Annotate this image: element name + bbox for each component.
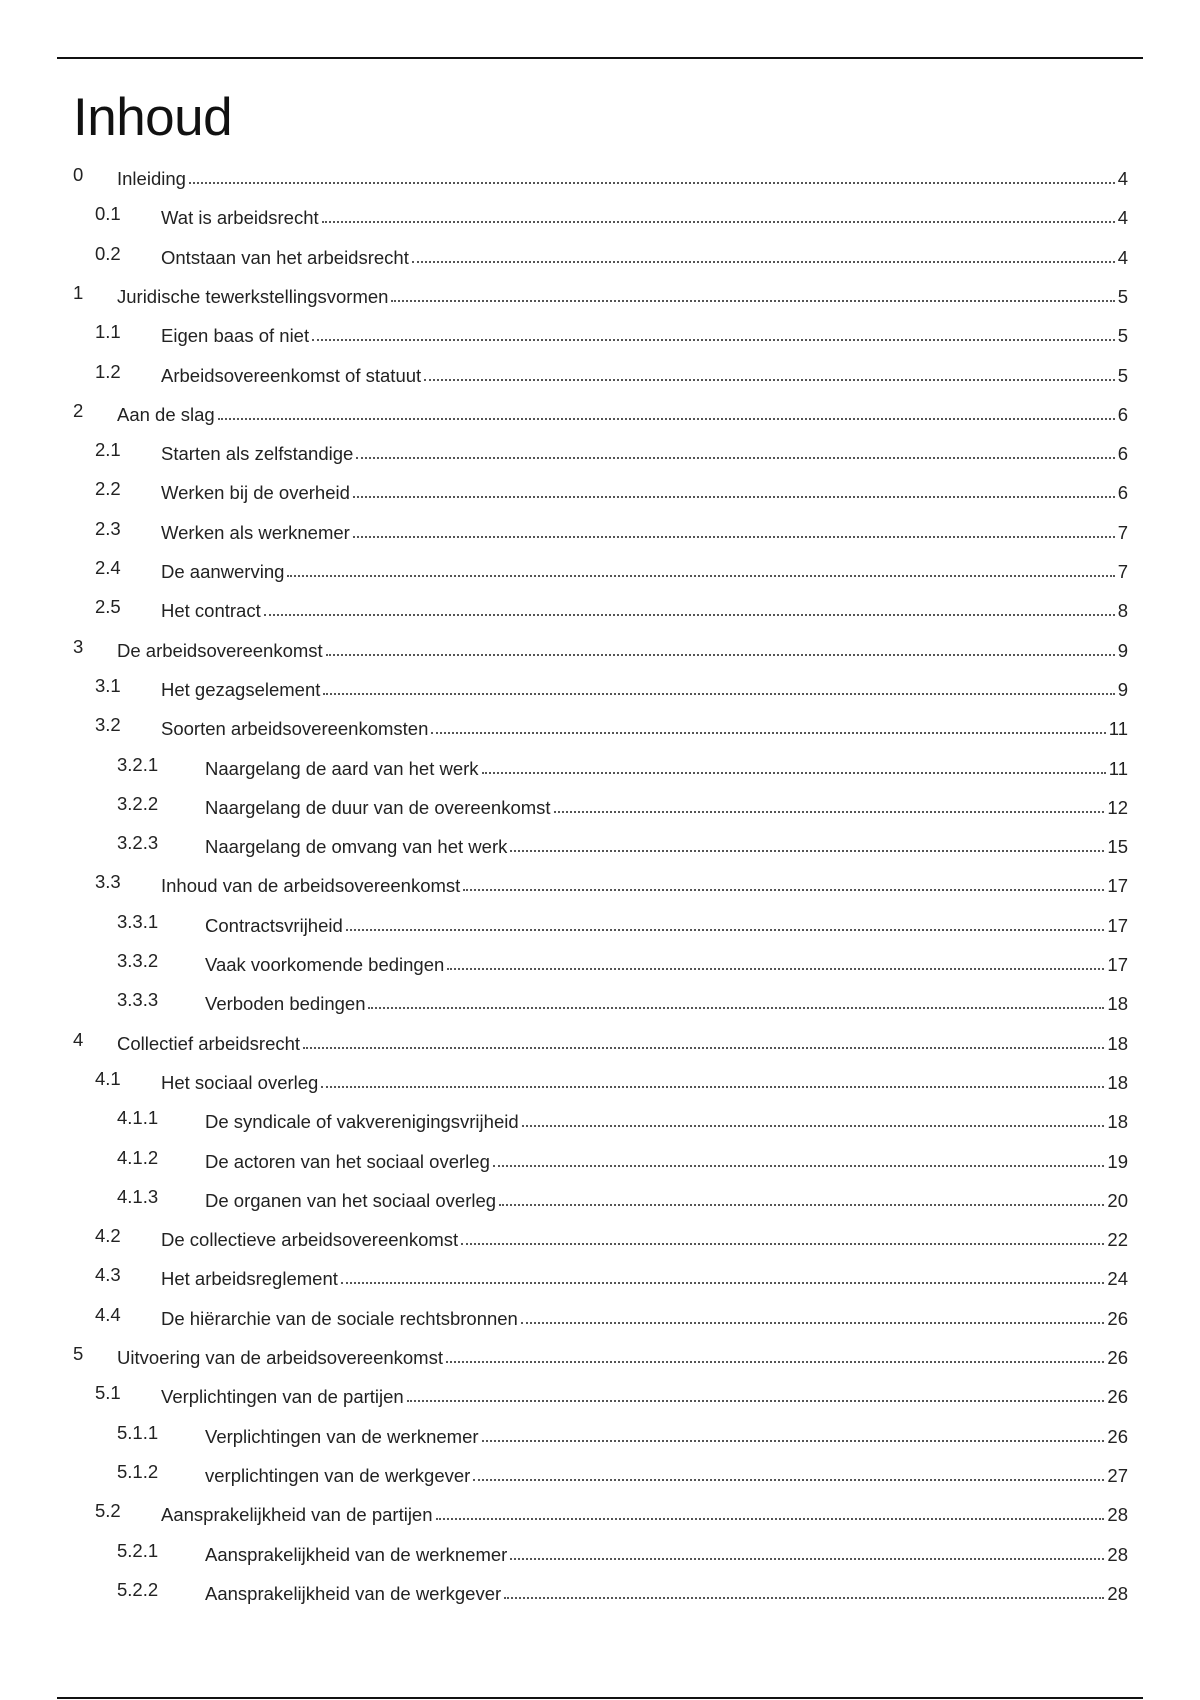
toc-entry-page-number[interactable]: 17 — [1107, 954, 1128, 975]
toc-entry-label[interactable]: Werken als werknemer — [161, 521, 350, 543]
toc-dot-leader — [463, 889, 1104, 891]
toc-entry-number: 3.2.2 — [117, 792, 159, 814]
toc-entry-label[interactable]: Vaak voorkomende bedingen — [205, 954, 445, 975]
toc-entry-number: 2.5 — [95, 596, 121, 618]
toc-dot-leader — [482, 1440, 1105, 1442]
toc-entry-label[interactable]: Eigen baas of niet — [161, 325, 310, 347]
toc-entry-page-number[interactable]: 6 — [1117, 482, 1128, 504]
toc-entry[interactable] — [0, 317, 1128, 349]
toc-entry-page-number[interactable]: 11 — [1108, 718, 1128, 740]
toc-entry-page-number[interactable]: 4 — [1117, 168, 1128, 189]
toc-entry-label[interactable]: De aanwerving — [161, 561, 285, 582]
toc-entry-page-number[interactable]: 28 — [1107, 1543, 1128, 1565]
toc-entry-number: 3.3.2 — [117, 950, 159, 971]
toc-entry[interactable] — [0, 828, 1128, 860]
toc-entry-number: 1.2 — [95, 360, 121, 382]
toc-entry-label[interactable]: Verplichtingen van de werknemer — [205, 1425, 479, 1447]
toc-entry-page-number[interactable]: 26 — [1107, 1307, 1128, 1329]
toc-entry-number: 2.3 — [95, 517, 121, 539]
toc-entry-page-number[interactable]: 15 — [1107, 836, 1128, 858]
toc-dot-leader — [346, 929, 1105, 931]
toc-dot-leader — [312, 339, 1115, 341]
toc-entry-label[interactable]: Contractsvrijheid — [205, 914, 343, 936]
toc-entry-page-number[interactable]: 7 — [1117, 561, 1128, 582]
toc-entry-number: 5.1 — [95, 1382, 121, 1404]
toc-entry-page-number[interactable]: 6 — [1117, 403, 1128, 425]
toc-entry[interactable] — [0, 867, 1128, 899]
toc-dot-leader — [353, 536, 1115, 538]
toc-entry-page-number[interactable]: 26 — [1107, 1347, 1128, 1368]
toc-entry-label[interactable]: Soorten arbeidsovereenkomsten — [161, 718, 429, 740]
toc-entry[interactable] — [0, 1103, 1128, 1135]
toc-entry-page-number[interactable]: 27 — [1107, 1464, 1128, 1486]
toc-entry-page-number[interactable]: 9 — [1117, 678, 1128, 700]
toc-dot-leader — [510, 1558, 1104, 1560]
toc-entry-number: 1.1 — [95, 321, 121, 343]
toc-entry-number: 4 — [73, 1028, 84, 1050]
toc-entry-page-number[interactable]: 18 — [1107, 1032, 1128, 1054]
toc-entry-number: 5.2 — [95, 1500, 121, 1522]
toc-entry-label[interactable]: Het gezagselement — [161, 678, 321, 700]
toc-entry-number: 5 — [73, 1343, 84, 1364]
toc-entry-page-number[interactable]: 26 — [1107, 1386, 1128, 1408]
toc-entry[interactable] — [0, 1339, 1128, 1371]
toc-entry-label[interactable]: Uitvoering van de arbeidsovereenkomst — [117, 1347, 443, 1368]
toc-entry-label[interactable]: De actoren van het sociaal overleg — [205, 1150, 490, 1172]
toc-entry-page-number[interactable]: 18 — [1107, 1071, 1128, 1093]
toc-entry-page-number[interactable]: 5 — [1117, 325, 1128, 347]
toc-entry-number: 5.1.2 — [117, 1460, 159, 1482]
toc-entry[interactable] — [0, 1064, 1128, 1096]
toc-entry-page-number[interactable]: 26 — [1107, 1425, 1128, 1447]
toc-entry-number: 4.4 — [95, 1303, 121, 1325]
toc-entry-number: 3.3.1 — [117, 910, 159, 932]
toc-dot-leader — [499, 1204, 1104, 1206]
toc-entry-page-number[interactable]: 28 — [1107, 1504, 1128, 1526]
toc-entry-page-number[interactable]: 17 — [1107, 875, 1128, 897]
toc-entry[interactable] — [0, 160, 1128, 192]
toc-entry[interactable] — [0, 1457, 1128, 1489]
toc-dot-leader — [356, 457, 1114, 459]
toc-entry-label[interactable]: Wat is arbeidsrecht — [161, 207, 319, 229]
toc-entry-page-number[interactable]: 8 — [1117, 600, 1128, 622]
toc-dot-leader — [473, 1479, 1104, 1481]
toc-entry-page-number[interactable]: 12 — [1107, 796, 1128, 818]
toc-entry-number: 4.3 — [95, 1264, 121, 1286]
toc-dot-leader — [447, 968, 1104, 970]
toc-entry-number: 3.2.1 — [117, 753, 159, 775]
toc-dot-leader — [326, 654, 1115, 656]
bottom-rule — [57, 1697, 1143, 1699]
toc-entry[interactable] — [0, 278, 1128, 310]
toc-entry-page-number[interactable]: 18 — [1107, 1111, 1128, 1133]
toc-entry-number: 3 — [73, 635, 84, 657]
toc-dot-leader — [482, 772, 1106, 774]
toc-entry-page-number[interactable]: 5 — [1117, 285, 1128, 307]
toc-entry-number: 2.2 — [95, 478, 121, 500]
toc-dot-leader — [407, 1400, 1105, 1402]
toc-entry-page-number[interactable]: 28 — [1107, 1582, 1128, 1604]
toc-entry[interactable] — [0, 592, 1128, 624]
toc-dot-leader — [493, 1165, 1105, 1167]
toc-entry-label[interactable]: Aan de slag — [117, 403, 215, 425]
toc-entry-label[interactable]: Juridische tewerkstellingsvormen — [117, 285, 389, 307]
toc-dot-leader — [368, 1007, 1104, 1009]
toc-dot-leader — [189, 182, 1115, 184]
toc-entry-label[interactable]: Inleiding — [117, 168, 186, 189]
toc-entry-number: 3.3 — [95, 871, 121, 893]
toc-entry-number: 4.1.2 — [117, 1146, 159, 1168]
toc-entry[interactable] — [0, 1025, 1128, 1057]
toc-entry-label[interactable]: Naargelang de duur van de overeenkomst — [205, 796, 551, 818]
toc-entry-label[interactable]: Inhoud van de arbeidsovereenkomst — [161, 875, 461, 897]
toc-dot-leader — [436, 1518, 1105, 1520]
toc-entry[interactable] — [0, 1575, 1128, 1607]
toc-entry-number: 3.2.3 — [117, 832, 159, 854]
toc-entry[interactable] — [0, 357, 1128, 389]
toc-entry-label[interactable]: Ontstaan van het arbeidsrecht — [161, 246, 409, 268]
toc-entry-label[interactable]: De organen van het sociaal overleg — [205, 1189, 497, 1211]
toc-entry-number: 2.4 — [95, 557, 121, 578]
toc-entry[interactable] — [0, 396, 1128, 428]
top-rule — [57, 57, 1143, 59]
toc-entry-label[interactable]: De collectieve arbeidsovereenkomst — [161, 1229, 459, 1251]
toc-dot-leader — [321, 1086, 1104, 1088]
toc-entry-number: 3.3.3 — [117, 989, 159, 1011]
toc-dot-leader — [341, 1282, 1105, 1284]
toc-entry-number: 4.1.3 — [117, 1185, 159, 1207]
toc-entry[interactable] — [0, 750, 1128, 782]
toc-entry[interactable] — [0, 1221, 1128, 1253]
toc-dot-leader — [504, 1597, 1104, 1599]
toc-entry-number: 2.1 — [95, 439, 121, 461]
toc-entry[interactable] — [0, 985, 1128, 1017]
toc-entry-number: 4.1 — [95, 1067, 121, 1089]
toc-dot-leader — [287, 575, 1114, 577]
toc-entry-page-number[interactable]: 11 — [1108, 757, 1128, 779]
toc-entry-number: 0.2 — [95, 242, 121, 264]
toc-entry[interactable] — [0, 1300, 1128, 1332]
toc-entry-number: 5.2.1 — [117, 1539, 159, 1561]
toc-entry-number: 1 — [73, 281, 84, 303]
toc-entry-page-number[interactable]: 24 — [1107, 1268, 1128, 1290]
toc-entry-label[interactable]: De syndicale of vakverenigingsvrijheid — [205, 1111, 519, 1133]
toc-entry-label[interactable]: Werken bij de overheid — [161, 482, 350, 504]
toc-entry-number: 0.1 — [95, 203, 121, 225]
toc-dot-leader — [218, 418, 1115, 420]
toc-dot-leader — [510, 850, 1104, 852]
toc-entry[interactable] — [0, 946, 1128, 978]
toc-entry-label[interactable]: Collectief arbeidsrecht — [117, 1032, 301, 1054]
toc-entry-label[interactable]: verplichtingen van de werkgever — [205, 1464, 471, 1486]
toc-entry-label[interactable]: Het contract — [161, 600, 261, 622]
toc-entry-label[interactable]: Het sociaal overleg — [161, 1071, 319, 1093]
toc-entry-label[interactable]: Aansprakelijkheid van de werkgever — [205, 1582, 502, 1604]
toc-entry-number: 4.1.1 — [117, 1107, 159, 1129]
toc-entry-page-number[interactable]: 5 — [1117, 364, 1128, 386]
toc-entry-page-number[interactable]: 19 — [1107, 1150, 1128, 1172]
toc-entry-number: 5.2.2 — [117, 1578, 159, 1600]
toc-entry-label[interactable]: Starten als zelfstandige — [161, 443, 354, 465]
toc-entry-number: 0 — [73, 164, 84, 185]
toc-entry[interactable] — [0, 1536, 1128, 1568]
toc-entry[interactable] — [0, 474, 1128, 506]
toc-dot-leader — [264, 614, 1115, 616]
toc-dot-leader — [554, 811, 1105, 813]
toc-entry-label[interactable]: Naargelang de omvang van het werk — [205, 836, 508, 858]
toc-entry-label[interactable]: Aansprakelijkheid van de werknemer — [205, 1543, 508, 1565]
toc-dot-leader — [522, 1125, 1105, 1127]
toc-dot-leader — [446, 1361, 1104, 1363]
toc-entry[interactable] — [0, 907, 1128, 939]
toc-entry-page-number[interactable]: 20 — [1107, 1189, 1128, 1211]
toc-entry-label[interactable]: Verboden bedingen — [205, 993, 366, 1015]
toc-entry-number: 2 — [73, 399, 84, 421]
toc-entry[interactable] — [0, 1496, 1128, 1528]
toc-entry-page-number[interactable]: 17 — [1107, 914, 1128, 936]
toc-entry-number: 4.2 — [95, 1225, 121, 1247]
toc-entry-label[interactable]: Naargelang de aard van het werk — [205, 757, 479, 779]
toc-entry-number: 3.1 — [95, 674, 121, 696]
toc-entry[interactable] — [0, 789, 1128, 821]
toc-entry-page-number[interactable]: 7 — [1117, 521, 1128, 543]
toc-entry[interactable] — [0, 671, 1128, 703]
toc-dot-leader — [431, 732, 1105, 734]
toc-entry-page-number[interactable]: 4 — [1117, 207, 1128, 229]
toc-entry-label[interactable]: Arbeidsovereenkomst of statuut — [161, 364, 422, 386]
toc-entry-page-number[interactable]: 9 — [1117, 639, 1128, 661]
toc-entry[interactable] — [0, 1260, 1128, 1292]
toc-entry[interactable] — [0, 632, 1128, 664]
toc-entry-label[interactable]: De hiërarchie van de sociale rechtsbronnen — [161, 1307, 518, 1329]
toc-entry[interactable] — [0, 1378, 1128, 1410]
toc-dot-leader — [412, 261, 1115, 263]
toc-dot-leader — [521, 1322, 1105, 1324]
toc-entry[interactable] — [0, 199, 1128, 231]
toc-dot-leader — [323, 693, 1114, 695]
toc-entry-label[interactable]: De arbeidsovereenkomst — [117, 639, 323, 661]
toc-entry[interactable] — [0, 1182, 1128, 1214]
toc-entry-page-number[interactable]: 22 — [1107, 1229, 1128, 1251]
toc-entry-label[interactable]: Verplichtingen van de partijen — [161, 1386, 404, 1408]
toc-entry[interactable] — [0, 1143, 1128, 1175]
toc-entry[interactable] — [0, 1418, 1128, 1450]
toc-dot-leader — [353, 496, 1115, 498]
toc-entry-number: 3.2 — [95, 714, 121, 736]
toc-entry-number: 5.1.1 — [117, 1421, 159, 1443]
page-title: Inhoud — [73, 88, 233, 147]
toc-entry[interactable] — [0, 239, 1128, 271]
toc-entry-page-number[interactable]: 4 — [1117, 246, 1128, 268]
toc-entry[interactable] — [0, 435, 1128, 467]
toc-dot-leader — [391, 300, 1114, 302]
toc-entry-label[interactable]: Het arbeidsreglement — [161, 1268, 338, 1290]
toc-entry-page-number[interactable]: 18 — [1107, 993, 1128, 1015]
toc-dot-leader — [424, 379, 1115, 381]
toc-entry[interactable] — [0, 553, 1128, 585]
toc-dot-leader — [461, 1243, 1104, 1245]
toc-dot-leader — [322, 221, 1115, 223]
toc-entry-page-number[interactable]: 6 — [1117, 443, 1128, 465]
toc-entry[interactable] — [0, 514, 1128, 546]
toc-entry[interactable] — [0, 710, 1128, 742]
toc-entry-label[interactable]: Aansprakelijkheid van de partijen — [161, 1504, 433, 1526]
toc-dot-leader — [303, 1047, 1104, 1049]
